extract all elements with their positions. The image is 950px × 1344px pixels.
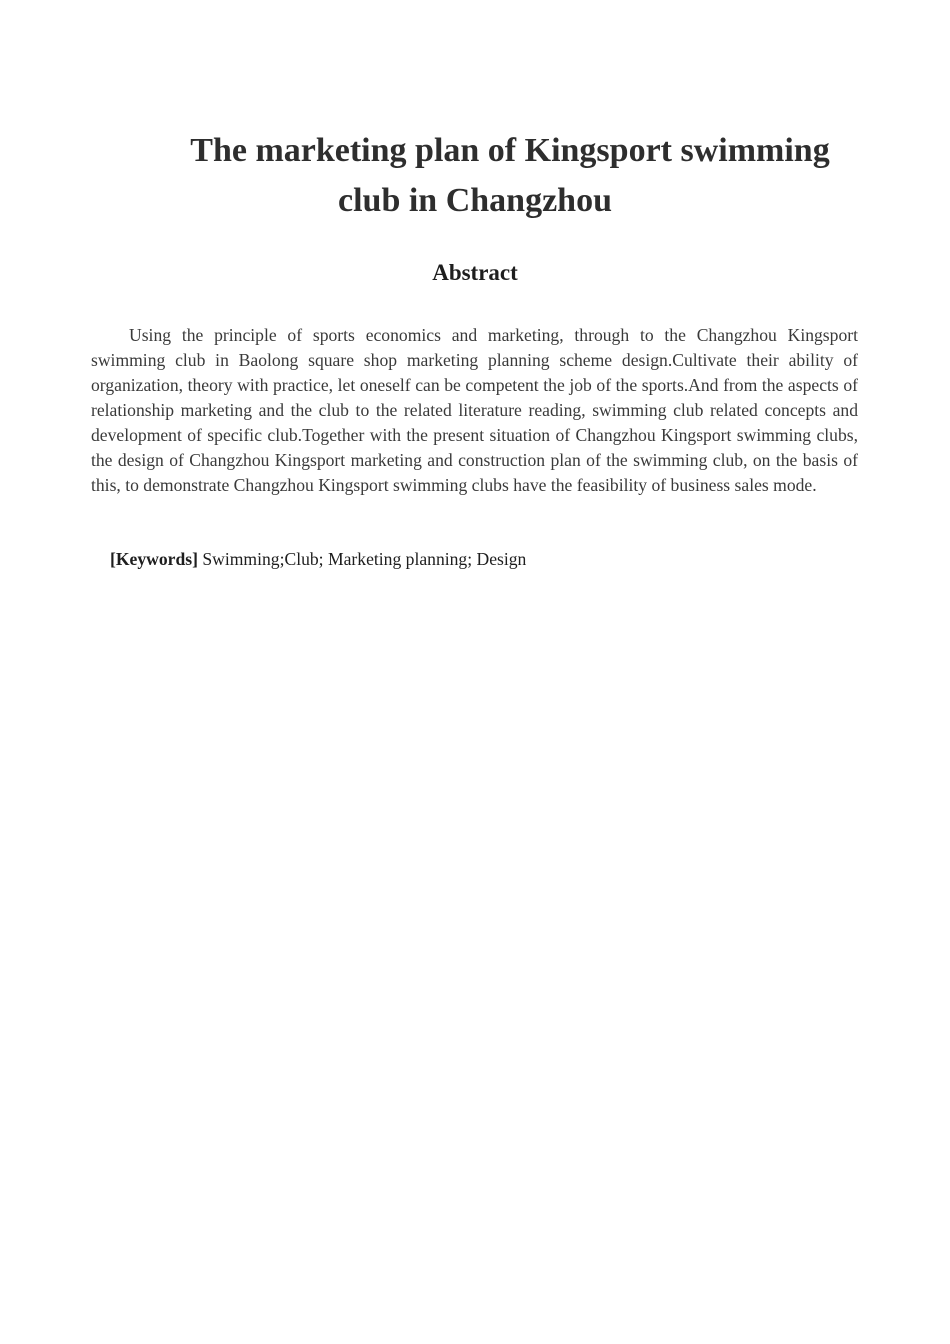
abstract-body: Using the principle of sports economics and marketing, through to the Changzhou Kingsport swimming club in Baolong square shop marketing planning scheme design.Cultivate their ability of organization, theory with practice, let oneself can be competent the job of the sports.And from the aspects of relationship marketing and the club to the related literature reading, swimming club related concepts and development of specific club.Together with the present situation of Changzhou Kingsport swimming clubs, the design of Changzhou Kingsport marketing and construction plan of the swimming club, on the basis of this, to demonstrate Changzhou Kingsport swimming clubs have the feasibility of business sales mode.	[91, 325, 858, 495]
keywords-line	[110, 547, 858, 572]
keywords-label: [Keywords]	[110, 549, 198, 569]
paper-title-line-2: club in Changzhou	[338, 182, 612, 219]
keywords-text: Swimming;Club; Marketing planning; Design	[197, 549, 527, 569]
paper-title-line-1: The marketing plan of Kingsport swimming	[190, 132, 830, 169]
paper-title	[110, 126, 910, 226]
abstract-heading: Abstract	[432, 260, 518, 285]
